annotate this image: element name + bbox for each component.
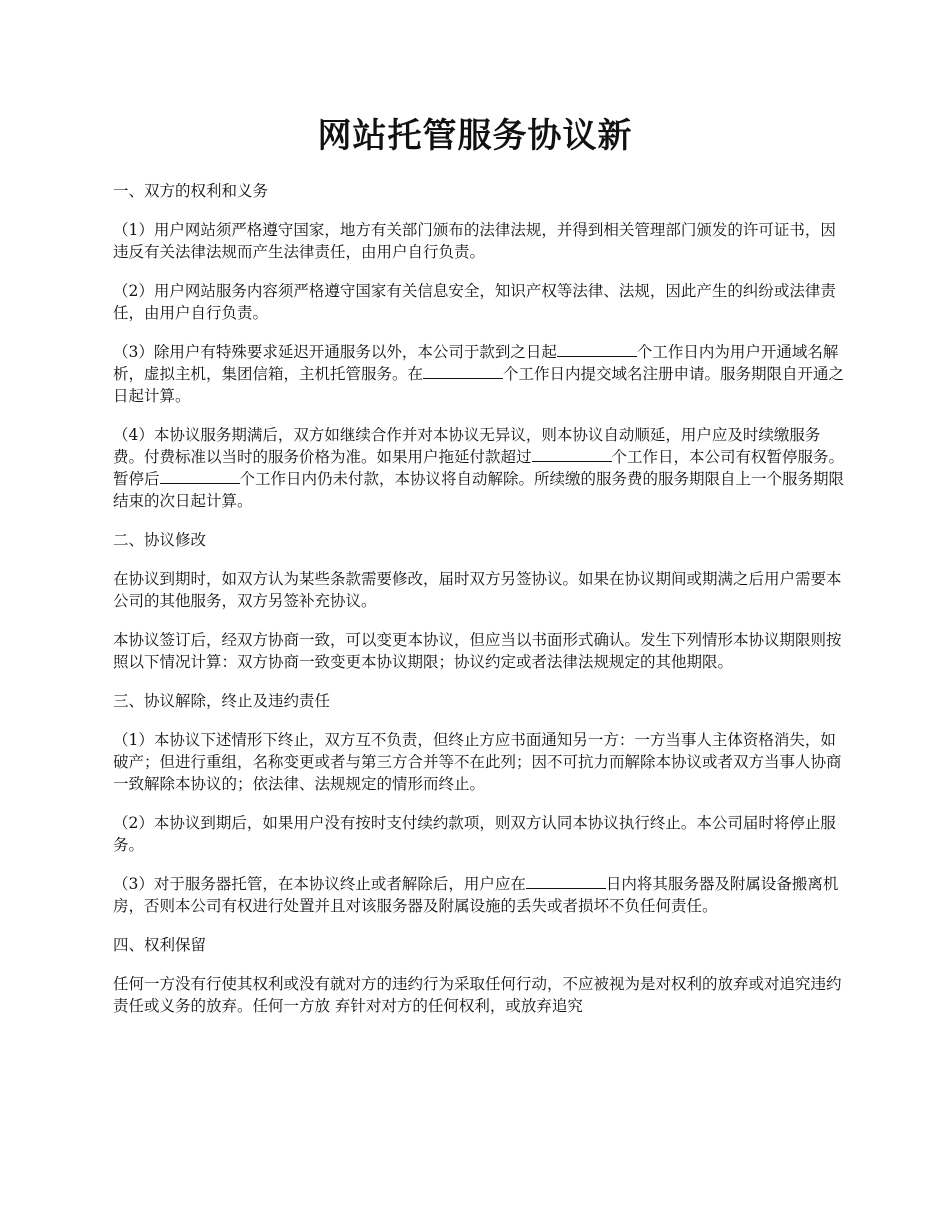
- paragraph-text: 个工作日内提交域名注册申请。服务期限自开通之日起计算。: [113, 365, 845, 405]
- section-heading-termination: 三、协议解除，终止及违约责任: [113, 692, 331, 710]
- paragraph: （2）用户网站服务内容须严格遵守国家有关信息安全，知识产权等法律、法规，因此产生的纠纷或法律责任，由用户自行负责。: [113, 282, 836, 322]
- paragraph-with-blanks: [113, 873, 848, 917]
- fill-in-blank: [557, 342, 637, 357]
- section-heading-modification: 二、协议修改: [113, 531, 207, 549]
- section-heading-reservation: 四、权利保留: [113, 936, 207, 954]
- paragraph-text: 个工作日内仍未付款，本协议将自动解除。所续缴的服务费的服务期限自上一个服务期限结束的次日起计算。: [113, 470, 845, 510]
- fill-in-blank: [160, 469, 240, 484]
- paragraph-text: （3）除用户有特殊要求延迟开通服务以外，本公司于款到之日起: [113, 343, 557, 361]
- paragraph-text: 日内将其服务器及附属设备搬离机房，否则本公司有权进行处置并且对该服务器及附属设施的丢失或者损坏不负任何责任。: [113, 875, 839, 915]
- paragraph: 任何一方没有行使其权利或没有就对方的违约行为采取任何行动，不应被视为是对权利的放弃或对追究违约责任或义务的放弃。任何一方放 弃针对对方的任何权利，或放弃追究: [113, 975, 842, 1015]
- paragraph: （2）本协议到期后，如果用户没有按时支付续约款项，则双方认同本协议执行终止。本公司届时将停止服务。: [113, 814, 836, 854]
- fill-in-blank: [526, 874, 606, 889]
- paragraph: （1）用户网站须严格遵守国家，地方有关部门颁布的法律法规，并得到相关管理部门颁发的许可证书，因违反有关法律法规而产生法律责任，由用户自行负责。: [113, 221, 836, 261]
- document-body: [113, 180, 848, 1017]
- paragraph: 本协议签订后，经双方协商一致，可以变更本协议，但应当以书面形式确认。发生下列情形本协议期限则按照以下情况计算：双方协商一致变更本协议期限；协议约定或者法律法规规定的其他期限。: [113, 631, 842, 671]
- paragraph-text: （3）对于服务器托管，在本协议终止或者解除后，用户应在: [113, 875, 526, 893]
- paragraph-text: 个工作日，本公司有权暂停服务。暂停后: [113, 448, 845, 488]
- section-heading-rights: 一、双方的权利和义务: [113, 182, 269, 200]
- paragraph: （1）本协议下述情形下终止，双方互不负责，但终止方应书面通知另一方：一方当事人主体资格消失，如破产；但进行重组，名称变更或者与第三方合并等不在此列；因不可抗力而解除本协议或者双方当事人协商一致解除本协议的；依法律、法规规定的情形而终止。: [113, 731, 842, 793]
- paragraph-with-blanks: [113, 424, 848, 512]
- paragraph: 在协议到期时，如双方认为某些条款需要修改，届时双方另签协议。如果在协议期间或期满之后用户需要本公司的其他服务，双方另签补充协议。: [113, 570, 842, 610]
- fill-in-blank: [532, 447, 612, 462]
- paragraph-text: （4）本协议服务期满后，双方如继续合作并对本协议无异议，则本协议自动顺延，用户应及时续缴服务费。付费标准以当时的服务价格为准。如果用户拖延付款超过: [113, 426, 821, 466]
- paragraph-text: 个工作日内为用户开通域名解析，虚拟主机，集团信箱，主机托管服务。在: [113, 343, 839, 383]
- paragraph-with-blanks: [113, 341, 848, 407]
- fill-in-blank: [423, 364, 503, 379]
- document-title: 网站托管服务协议新: [317, 116, 633, 156]
